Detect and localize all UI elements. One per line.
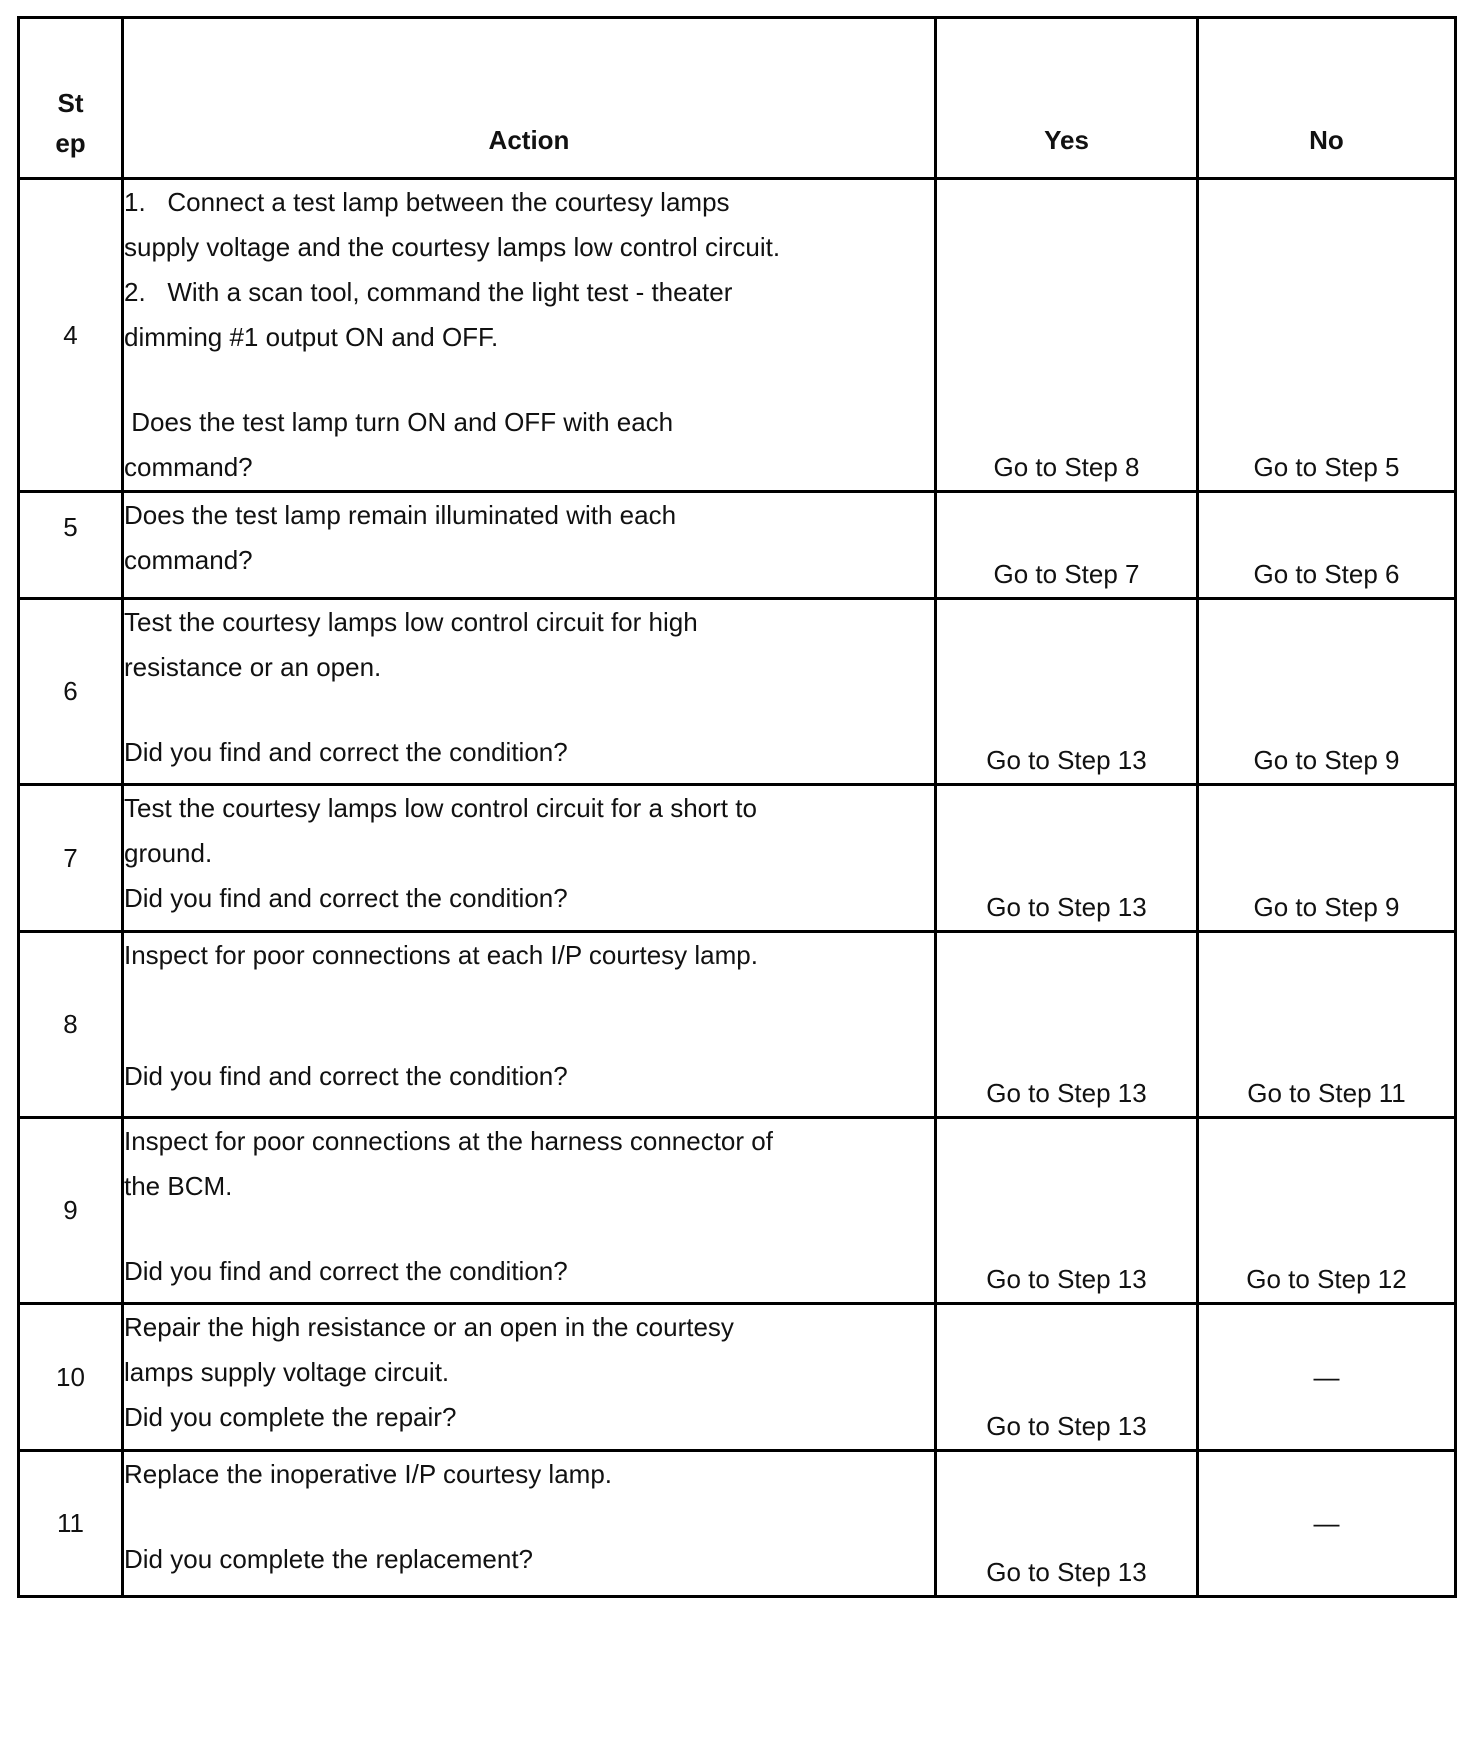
- yes-result: Go to Step 13: [936, 1304, 1198, 1451]
- step-number: 8: [19, 932, 123, 1118]
- step-number: 6: [19, 599, 123, 785]
- action-line: 2. With a scan tool, command the light test - theater: [124, 277, 733, 307]
- spacer: [124, 1497, 934, 1537]
- no-result: —: [1198, 1304, 1456, 1451]
- question-line: Did you complete the repair?: [124, 1402, 457, 1432]
- action-cell: [123, 1304, 936, 1451]
- diagnostic-steps-table: [17, 16, 1457, 1598]
- table-row: [19, 1118, 1456, 1304]
- step-number: 7: [19, 785, 123, 932]
- spacer: [124, 978, 934, 1054]
- step-number: 11: [19, 1451, 123, 1597]
- action-cell: [123, 492, 936, 599]
- question-line: Does the test lamp remain illuminated with each: [124, 500, 677, 530]
- action-line: resistance or an open.: [124, 652, 382, 682]
- header-row: [19, 18, 1456, 179]
- yes-result: Go to Step 13: [936, 932, 1198, 1118]
- table-row: [19, 1451, 1456, 1597]
- action-line: Test the courtesy lamps low control circuit for a short to: [124, 793, 757, 823]
- action-line: Inspect for poor connections at each I/P courtesy lamp.: [124, 940, 758, 970]
- action-cell: [123, 932, 936, 1118]
- question-line: Did you find and correct the condition?: [124, 883, 568, 913]
- question-line: Did you complete the replacement?: [124, 1544, 534, 1574]
- action-cell: [123, 599, 936, 785]
- no-result: Go to Step 12: [1198, 1118, 1456, 1304]
- header-step: [19, 18, 123, 179]
- no-result: Go to Step 5: [1198, 179, 1456, 492]
- question-line: Did you find and correct the condition?: [124, 1256, 568, 1286]
- no-result: Go to Step 6: [1198, 492, 1456, 599]
- step-number: 10: [19, 1304, 123, 1451]
- table-row: [19, 179, 1456, 492]
- action-cell: [123, 1118, 936, 1304]
- action-line: Test the courtesy lamps low control circuit for high: [124, 607, 698, 637]
- table-row: [19, 932, 1456, 1118]
- action-cell: [123, 785, 936, 932]
- yes-result: Go to Step 13: [936, 599, 1198, 785]
- header-action: Action: [123, 18, 936, 179]
- yes-result: Go to Step 7: [936, 492, 1198, 599]
- no-result: —: [1198, 1451, 1456, 1597]
- table-row: [19, 1304, 1456, 1451]
- yes-result: Go to Step 8: [936, 179, 1198, 492]
- table-row: [19, 785, 1456, 932]
- question-line: Did you find and correct the condition?: [124, 1061, 568, 1091]
- question-line: command?: [124, 452, 253, 482]
- header-yes: Yes: [936, 18, 1198, 179]
- action-cell: [123, 1451, 936, 1597]
- yes-result: Go to Step 13: [936, 785, 1198, 932]
- action-line: the BCM.: [124, 1171, 233, 1201]
- question-line: Does the test lamp turn ON and OFF with each: [124, 407, 674, 437]
- question-line: command?: [124, 545, 253, 575]
- action-line: lamps supply voltage circuit.: [124, 1357, 450, 1387]
- header-step-line2: ep: [55, 128, 86, 158]
- table-row: [19, 492, 1456, 599]
- yes-result: Go to Step 13: [936, 1118, 1198, 1304]
- action-line: Inspect for poor connections at the harness connector of: [124, 1126, 773, 1156]
- action-line: 1. Connect a test lamp between the courtesy lamps: [124, 187, 730, 217]
- action-line: Replace the inoperative I/P courtesy lamp.: [124, 1459, 613, 1489]
- step-number: 9: [19, 1118, 123, 1304]
- step-number: 4: [19, 179, 123, 492]
- action-line: supply voltage and the courtesy lamps low control circuit.: [124, 232, 781, 262]
- action-line: Repair the high resistance or an open in the courtesy: [124, 1312, 734, 1342]
- no-result: Go to Step 11: [1198, 932, 1456, 1118]
- header-no: No: [1198, 18, 1456, 179]
- spacer: [124, 1209, 934, 1249]
- step-number: 5: [19, 492, 123, 599]
- header-step-line1: St: [57, 88, 84, 118]
- no-result: Go to Step 9: [1198, 785, 1456, 932]
- yes-result: Go to Step 13: [936, 1451, 1198, 1597]
- spacer: [124, 360, 934, 400]
- question-line: Did you find and correct the condition?: [124, 737, 568, 767]
- no-result: Go to Step 9: [1198, 599, 1456, 785]
- action-cell: [123, 179, 936, 492]
- spacer: [124, 690, 934, 730]
- table-row: [19, 599, 1456, 785]
- action-line: dimming #1 output ON and OFF.: [124, 322, 499, 352]
- action-line: ground.: [124, 838, 213, 868]
